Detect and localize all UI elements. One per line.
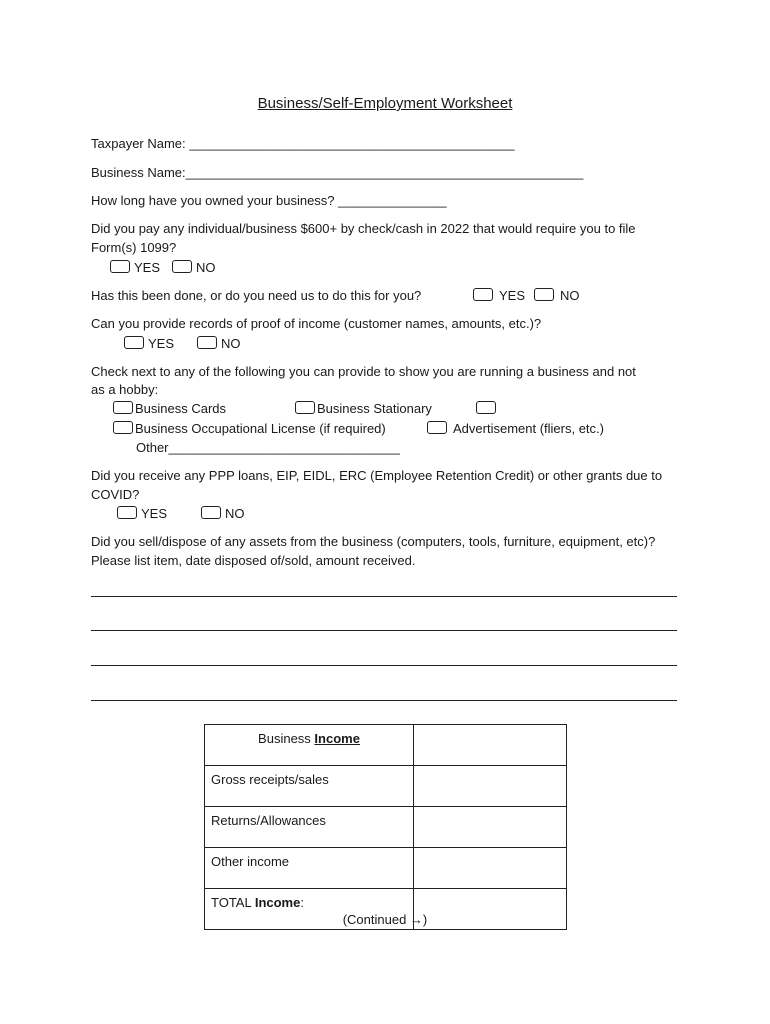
checkbox-icon[interactable] — [201, 506, 221, 519]
total-suffix: : — [300, 895, 304, 910]
checkbox-icon[interactable] — [124, 336, 144, 349]
option-blank[interactable] — [476, 401, 500, 416]
table-value-cell[interactable] — [414, 766, 567, 807]
answer-line[interactable] — [91, 665, 677, 666]
ownership-duration-field[interactable]: How long have you owned your business? _______________ — [91, 193, 447, 208]
table-header — [205, 725, 414, 766]
checkbox-icon[interactable] — [113, 401, 133, 414]
checkbox-icon[interactable] — [110, 260, 130, 273]
table-header-row — [205, 725, 567, 766]
option-1099-no[interactable] — [172, 260, 216, 275]
question-ppp-line1: Did you receive any PPP loans, EIP, EIDL, ERC (Employee Retention Credit) or other grants due to — [91, 468, 663, 483]
question-records: Can you provide records of proof of income (customer names, amounts, etc.)? — [91, 316, 542, 331]
option-advertisement[interactable] — [427, 421, 604, 436]
checkbox-icon[interactable] — [476, 401, 496, 414]
business-income-table — [204, 724, 567, 930]
question-1099-line2: Form(s) 1099? — [91, 240, 177, 255]
table-row — [205, 807, 567, 848]
total-emphasis: Income — [254, 895, 301, 910]
question-ppp-line2: COVID? — [91, 487, 140, 502]
checkbox-icon[interactable] — [172, 260, 192, 273]
option-1099-yes[interactable] — [110, 260, 160, 275]
option-done-yes[interactable] — [473, 288, 525, 303]
option-label: NO — [196, 260, 216, 275]
option-other-field[interactable]: Other________________________________ — [136, 440, 400, 455]
option-label: Business Stationary — [317, 401, 432, 416]
option-ppp-no[interactable] — [201, 506, 245, 521]
option-label: YES — [141, 506, 168, 521]
business-name-field[interactable]: Business Name:_______________________________________________________ — [91, 165, 584, 180]
table-value-cell[interactable] — [414, 725, 567, 766]
option-label: Business Cards — [135, 401, 227, 416]
question-assets-line2: Please list item, date disposed of/sold, amount received. — [91, 553, 416, 568]
option-label: YES — [148, 336, 175, 351]
option-ppp-yes[interactable] — [117, 506, 167, 521]
table-value-cell[interactable] — [414, 848, 567, 889]
table-value-cell[interactable] — [414, 807, 567, 848]
option-label: NO — [225, 506, 245, 521]
checkbox-icon[interactable] — [427, 421, 447, 434]
question-hobby-line2: as a hobby: — [91, 382, 159, 397]
question-1099-line1: Did you pay any individual/business $600+ by check/cash in 2022 that would require you to file — [91, 221, 636, 236]
row-label: Returns/Allowances — [205, 807, 414, 848]
header-prefix: Business — [258, 731, 315, 746]
checkbox-icon[interactable] — [473, 288, 493, 301]
option-records-yes[interactable] — [124, 336, 174, 351]
option-label: NO — [560, 288, 580, 303]
row-label: Other income — [205, 848, 414, 889]
option-occupational-license[interactable] — [113, 421, 386, 436]
total-prefix: TOTAL — [211, 895, 255, 910]
checkbox-icon[interactable] — [534, 288, 554, 301]
checkbox-icon[interactable] — [117, 506, 137, 519]
header-emphasis: Income — [314, 731, 360, 746]
page-title: Business/Self-Employment Worksheet — [257, 95, 513, 112]
question-assets-line1: Did you sell/dispose of any assets from the business (computers, tools, furniture, equipment, etc)? — [91, 534, 656, 549]
continued-note: (Continued →) — [342, 912, 428, 927]
row-label: Gross receipts/sales — [205, 766, 414, 807]
answer-line[interactable] — [91, 630, 677, 631]
answer-line[interactable] — [91, 596, 677, 597]
option-label: Advertisement (fliers, etc.) — [453, 421, 604, 436]
option-label: YES — [499, 288, 526, 303]
question-hobby-line1: Check next to any of the following you can provide to show you are running a business and not — [91, 364, 636, 379]
question-done: Has this been done, or do you need us to do this for you? — [91, 288, 422, 303]
option-done-no[interactable] — [534, 288, 580, 303]
option-records-no[interactable] — [197, 336, 241, 351]
option-business-stationary[interactable] — [295, 401, 432, 416]
option-business-cards[interactable] — [113, 401, 226, 416]
answer-line[interactable] — [91, 700, 677, 701]
table-row — [205, 766, 567, 807]
table-row — [205, 848, 567, 889]
option-label: YES — [134, 260, 161, 275]
checkbox-icon[interactable] — [295, 401, 315, 414]
checkbox-icon[interactable] — [197, 336, 217, 349]
checkbox-icon[interactable] — [113, 421, 133, 434]
taxpayer-name-field[interactable]: Taxpayer Name: _____________________________________________ — [91, 136, 515, 151]
option-label: NO — [221, 336, 241, 351]
option-label: Business Occupational License (if required) — [135, 421, 386, 436]
